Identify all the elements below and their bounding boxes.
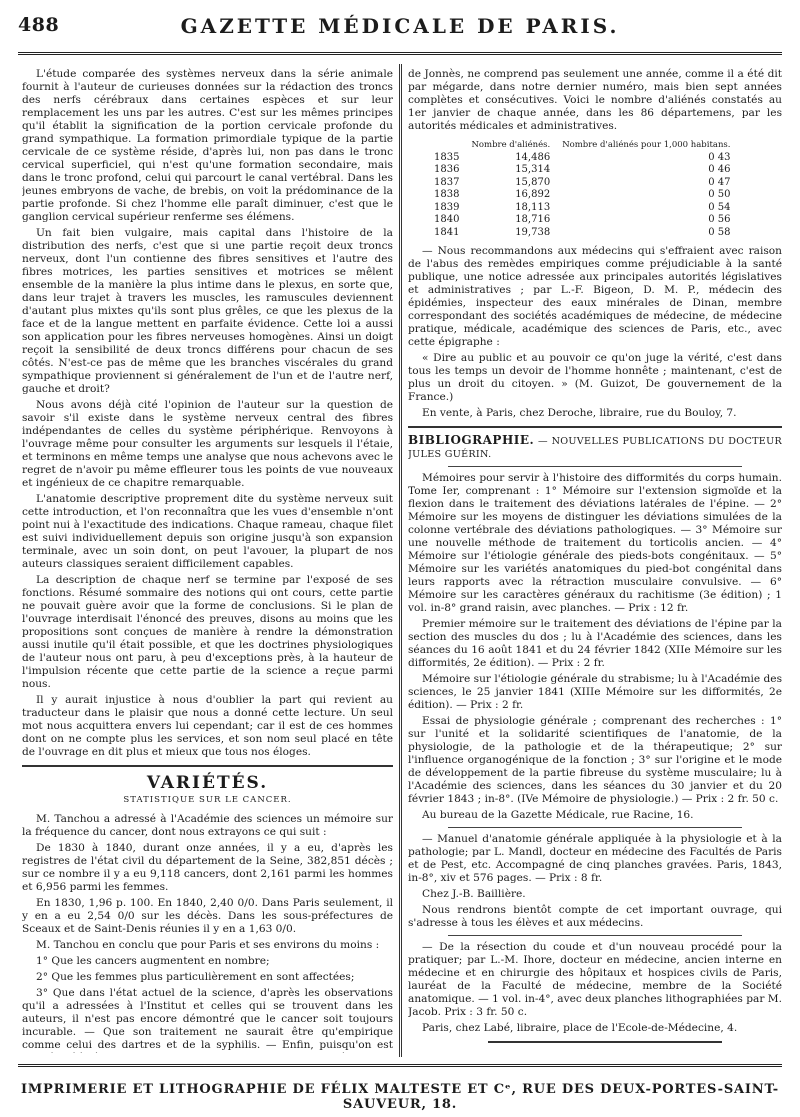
table-cell-year: 1840 <box>434 214 460 225</box>
bibliographie-heading <box>408 434 782 461</box>
article-paragraph: Un fait bien vulgaire, mais capital dans l'histoire de la distribution des nerfs, c'est que si une partie reçoit deux troncs nerveux, dont l'un contienne des fibres sensitives et l'autre des fibres motrices, les parties sensitives et motrices se mêlent ensemble de la manière la plus intime dans le plexus, en sorte que, dans leur trajet à travers les muscles, les ramuscules deviennent d'autant plus mixtes qu'ils sont plus grêles, ce que les plexus de la face et de la langue mettent en parfaite évidence. Cette loi a aussi son application pour les fibres nerveuses homogènes. Ainsi un doigt reçoit la sensibilité de deux troncs différens pour chacun de ses côtés. N'est-ce pas de même que les branches viscérales du grand sympathique proviennent si généralement de l'un et de l'autre nerf, gauche et droit? <box>22 227 393 395</box>
table-cell-year: 1838 <box>434 189 460 200</box>
table-cell-year: 1841 <box>434 226 460 238</box>
article-paragraph: Il y aurait injustice à nous d'oublier la part qui revient au traducteur dans le plaisir que nous a donné cette lecture. Un seul mot nous acquittera envers lui cependant; car il est de ces hommes dont on ne compte plus les services, et son nom seul placé en tête de l'ouvrage en dit plus et mieux que tous nos éloges. <box>22 694 393 758</box>
bibliography-entry: Mémoires pour servir à l'histoire des difformités du corps humain. Tome Ier, comprenant : 1° Mémoire sur l'extension sigmoïde et la flexion dans le traitement des déviations latérales de l'épine. — 2° Mémoire sur les moyens de distinguer les déviations simulées de la colonne vertébrale des déviations pathologiques. — 3° Mémoire sur une nouvelle méthode de traitement du torticolis ancien. — 4° Mémoire sur l'étiologie générale des pieds-bots congénitaux. — 5° Mémoire sur les variétés anatomiques du pied-bot congénital dans leurs rapports avec la rétraction musculaire convulsive. — 6° Mémoire sur les caractères généraux du rachitisme (3e édition) ; 1 vol. in-8° grand raisin, avec planches. — Prix : 12 fr. <box>408 472 782 614</box>
header-rule <box>18 52 782 55</box>
bibliography-entry: — De la résection du coude et d'un nouveau procédé pour la pratiquer; par L.-M. Ihore, docteur en médecine, ancien interne en médecine et en chirurgie des hôpitaux et hospices civils de Paris, lauréat de la Faculté de médecine, membre de la Société anatomique. — 1 vol. in-4°, avec deux planches lithographiées par M. Jacob. Prix : 3 fr. 50 c. <box>408 941 782 1018</box>
bibliography-entry: Premier mémoire sur le traitement des déviations de l'épine par la section des muscles du dos ; lu à l'Académie des sciences, dans les séances du 16 août 1841 et du 24 février 1842 (XIIe Mémoire sur les difformités, 2e édition). — Prix : 2 fr. <box>408 618 782 669</box>
table-row <box>428 189 736 202</box>
table-row <box>428 164 736 177</box>
varietes-paragraph: M. Tanchou a adressé à l'Académie des sciences un mémoire sur la fréquence du cancer, dont nous extrayons ce qui suit : <box>22 813 393 838</box>
table-cell-count: 18,716 <box>515 214 551 225</box>
article-paragraph: La description de chaque nerf se termine par l'exposé de ses fonctions. Résumé sommaire des notions qui ont cours, cette partie ne pouvait guère avoir que la forme de conclusions. Si le plan de l'ouvrage interdisait l'énoncé des preuves, disons au moins que les propositions sont conçues de manière à rendre la démonstration aussi inutile qu'il était possible, et que les doctrines physiologiques de l'auteur nous ont paru, à peu d'exceptions près, à la hauteur de l'impulsion récente que cette partie de la science a reçue parmi nous. <box>22 574 393 690</box>
varietes-paragraph: De 1830 à 1840, durant onze années, il y a eu, d'après les registres de l'état civil du département de la Seine, 382,851 décès ; sur ce nombre il y a eu 9,118 cancers, dont 2,161 parmi les hommes et 6,956 parmi les femmes. <box>22 842 393 893</box>
table-cell-count: 14,486 <box>515 151 551 163</box>
article-paragraph: L'étude comparée des systèmes nerveux dans la série animale fournit à l'auteur de curieuses données sur la rédaction des troncs des nerfs cérébraux dans certaines espèces et sur leur remplacement les uns par les autres. C'est sur les mêmes principes qu'il établit la signification de la portion cervicale profonde du grand sympathique. La formation primordiale typique de la partie cervicale de ce système réside, d'après lui, non pas dans le tronc cervical superficiel, qui n'est qu'une formation secondaire, mais dans le tronc profond, celui qui parcourt le canal vertébral. Dans les jeunes embryons de vache, de brebis, on voit la prédominance de la partie profonde. Si chez l'homme elle paraît diminuer, c'est que le ganglion cervical supérieur renferme ses élémens. <box>22 68 393 223</box>
left-column <box>22 68 393 1053</box>
journal-title: GAZETTE MÉDICALE DE PARIS. <box>180 14 620 38</box>
varietes-list-item: 3° Que dans l'état actuel de la science, d'après les observations qu'il a adressées à l'Institut et celles qui se trouvent dans les auteurs, il n'est pas encore démontré que le cancer soit toujours incurable. — Que son traitement ne saurait être qu'empirique comme celui des dartres et de la syphilis. — Enfin, puisqu'on est <box>22 987 393 1051</box>
varietes-paragraph: M. Tanchou en conclu que pour Paris et ses environs du moins : <box>36 939 380 951</box>
section-rule <box>408 426 782 428</box>
bibliography-publisher: Paris, chez Labé, libraire, place de l'Ecole-de-Médecine, 4. <box>422 1022 738 1034</box>
notice-sale-info: En vente, à Paris, chez Deroche, libraire, rue du Bouloy, 7. <box>422 407 737 419</box>
table-cell-ratio: 0 56 <box>708 214 731 225</box>
varietes-subheading: STATISTIQUE SUR LE CANCER. <box>123 795 292 805</box>
right-column <box>408 68 782 1053</box>
table-row <box>428 152 736 165</box>
table-row <box>428 202 736 215</box>
bibliographie-title: BIBLIOGRAPHIE. <box>408 433 535 447</box>
table-cell-count: 19,738 <box>515 226 551 238</box>
page-number: 488 <box>18 14 60 36</box>
statistics-intro: de Jonnès, ne comprend pas seulement une année, comme il a été dit par mégarde, dans notre dernier numéro, mais bien sept années complètes et consécutives. Voici le nombre d'aliénés constatés au 1er janvier de chaque année, dans les 86 départemens, par les autorités médicales et administratives. <box>408 68 782 132</box>
table-row <box>428 177 736 190</box>
table-row <box>428 227 736 240</box>
signature-rule <box>488 1041 722 1043</box>
table-header <box>428 139 465 152</box>
varietes-list-item: 1° Que les cancers augmentent en nombre; <box>36 955 270 967</box>
bibliography-entry: — Manuel d'anatomie générale appliquée à la physiologie et à la pathologie; par L. Mandl, docteur en médecine des Facultés de Paris et de Pest, etc. Accompagné de cinq planches gravées. Paris, 1843, in-8°, xiv et 576 pages. — Prix : 8 fr. <box>408 833 782 884</box>
table-cell-count: 18,113 <box>515 201 551 213</box>
bibliography-publisher: Chez J.-B. Baillière. <box>422 888 526 900</box>
notice-paragraph: — Nous recommandons aux médecins qui s'effraient avec raison de l'abus des remèdes empiriques comme préjudiciable à la santé publique, une notice adressée aux principales autorités législatives et administratives ; par L.-F. Bigeon, D. M. P., médecin des épidémies, inspecteur des eaux minérales de Dinan, membre correspondant des sociétés académiques de médecine, de médecine pratique, médicale, académique des sciences de Paris, etc., avec cette épigraphe : <box>408 245 782 348</box>
bibliography-entry: Mémoire sur l'étiologie générale du strabisme; lu à l'Académie des sciences, le 25 janvier 1841 (XIIIe Mémoire sur les difformités, 2e édition). — Prix : 2 fr. <box>408 673 782 711</box>
divider-rule <box>448 466 742 467</box>
table-header-row <box>428 139 736 152</box>
divider-rule <box>448 827 742 828</box>
table-cell-count: 15,870 <box>515 176 551 188</box>
table-cell-ratio: 0 50 <box>708 189 731 200</box>
varietes-heading: VARIÉTÉS. <box>146 773 269 793</box>
table-cell-year: 1835 <box>434 151 460 163</box>
epigraph-quote: « Dire au public et au pouvoir ce qu'on juge la vérité, c'est dans tous les temps un devoir de l'homme honnête ; maintenant, c'est de plus un droit du citoyen. » (M. Guizot, De gouvernement de la France.) <box>408 352 782 403</box>
table-cell-count: 15,314 <box>515 164 551 175</box>
bibliography-entry: Essai de physiologie générale ; comprenant des recherches : 1° sur l'unité et la solidarité scientifiques de l'anatomie, de la physiologie, de la pathologie et de la thérapeutique; 2° sur l'influence organogénique de la fonction ; 3° sur l'origine et le mode de développement de la partie fibreuse du système musculaire; lu à l'Académie des sciences, dans les séances du 30 janvier et du 20 février 1843 ; in-8°. (IVe Mémoire de physiologie.) — Prix : 2 fr. 50 c. <box>408 715 782 805</box>
bibliography-note: Nous rendrons bientôt compte de cet important ouvrage, qui s'adresse à tous les élèves et aux médecins. <box>408 904 782 929</box>
table-cell-year: 1839 <box>434 201 460 213</box>
article-paragraph: L'anatomie descriptive proprement dite du système nerveux suit cette introduction, et l'on reconnaîtra que les vues d'ensemble n'ont point nui à l'exactitude des indications. Chaque rameau, chaque filet est suivi individuellement depuis son origine jusqu'à son expansion terminale, avec un soin dont, on peut l'avouer, la plupart de nos auteurs classiques seraient difficilement capables. <box>22 493 393 570</box>
alienes-statistics-table <box>428 139 736 239</box>
bibliographie-subtitle: — NOUVELLES PUBLICATIONS DU DOCTEUR JULES GUÉRIN. <box>408 436 782 460</box>
table-cell-year: 1837 <box>434 176 460 188</box>
footer-rule <box>18 1064 782 1067</box>
section-rule <box>22 765 393 767</box>
varietes-paragraph: En 1830, 1,96 p. 100. En 1840, 2,40 0/0. Dans Paris seulement, il y en a eu 2,54 0/0 sur les décès. Dans les sous-préfectures de Sceaux et de Saint-Denis réunies il y en a 1,63 0/0. <box>22 897 393 935</box>
bibliography-publisher: Au bureau de la Gazette Médicale, rue Racine, 16. <box>422 809 694 821</box>
table-header: Nombre d'aliénés pour 1,000 habitans. <box>562 140 731 150</box>
table-cell-year: 1836 <box>434 164 460 175</box>
table-cell-count: 16,892 <box>515 189 551 200</box>
table-cell-ratio: 0 46 <box>708 164 731 175</box>
article-paragraph: Nous avons déjà cité l'opinion de l'auteur sur la question de savoir s'il existe dans le système nerveux central des fibres indépendantes de celles du système périphérique. Renvoyons à l'ouvrage même pour consulter les arguments sur lesquels il l'étaie, et terminons en même temps une analyse que nous achevons avec le regret de n'avoir pu même effleurer tous les points de vue nouveaux et ingénieux de ce chapitre remarquable. <box>22 399 393 489</box>
table-row <box>428 214 736 227</box>
table-cell-ratio: 0 47 <box>708 176 731 188</box>
divider-rule <box>448 935 742 936</box>
printer-imprint: IMPRIMERIE ET LITHOGRAPHIE DE FÉLIX MALTESTE ET Cᵉ, RUE DES DEUX-PORTES-SAINT-SAUVEUR, 18. <box>20 1082 779 1112</box>
table-cell-ratio: 0 58 <box>708 226 731 238</box>
table-cell-ratio: 0 54 <box>708 201 731 213</box>
table-header: Nombre d'aliénés. <box>471 140 551 150</box>
table-cell-ratio: 0 43 <box>708 151 731 163</box>
page-header <box>18 14 782 48</box>
column-divider <box>399 64 402 1057</box>
varietes-list-item: 2° Que les femmes plus particulièrement en sont affectées; <box>36 971 355 983</box>
